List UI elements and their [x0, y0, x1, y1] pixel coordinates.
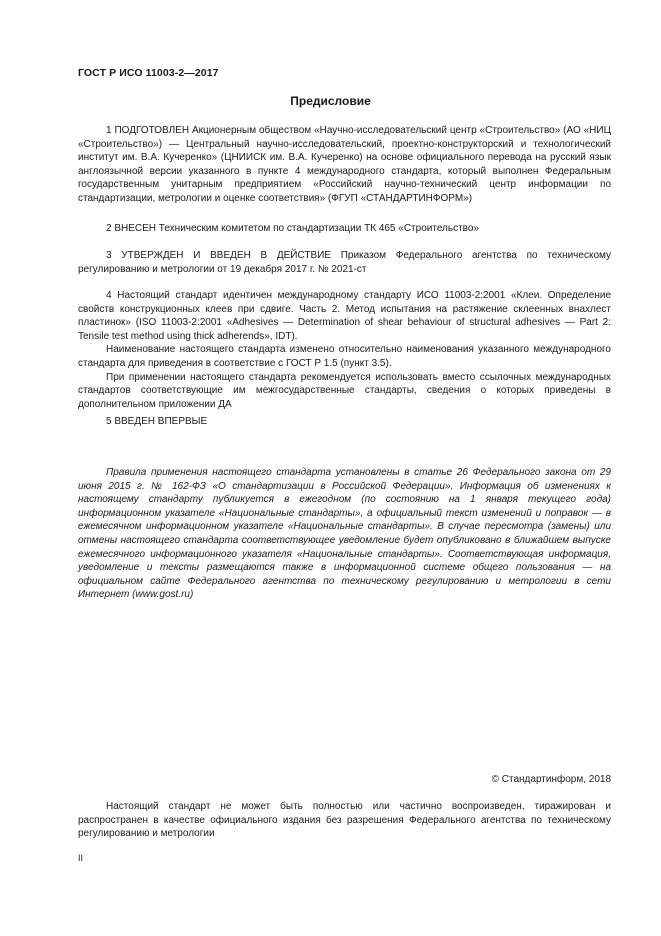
section-5-text: 5 ВВЕДЕН ВПЕРВЫЕ — [106, 416, 208, 427]
section-4-rename-text: Наименование настоящего стандарта изменено относительно наименования указанного международного стандарта для приведения в соответствие с ГОСТ Р 1.5 (пункт 3.5). — [78, 344, 611, 369]
section-2-text: 2 ВНЕСЕН Техническим комитетом по стандартизации ТК 465 «Строительство» — [106, 223, 479, 234]
standard-header: ГОСТ Р ИСО 11003-2—2017 — [78, 67, 219, 79]
copyright: © Стандартинформ, 2018 — [491, 774, 611, 785]
section-1 — [78, 124, 611, 206]
section-2 — [78, 222, 611, 236]
application-rules-notice: Правила применения настоящего стандарта установлены в статье 26 Федерального закона от 29 июня 2015 г. № 162-ФЗ «О стандартизации в Российской Федерации». Информация об изменениях к настоящему стандарту публикуется в ежегодном (по состоянию на 1 января текущего года) информационном указателе «Национальные стандарты», а официальный текст изменений и поправок — в ежемесячном информационном указателе «Национальные стандарты». В случае пересмотра (замены) или отмены настоящего стандарта соответствующее уведомление будет опубликовано в ближайшем выпуске ежемесячного информационного указателя «Национальные стандарты». Соответствующая информация, уведомление и тексты размещаются также в информационной системе общего пользования — на официальном сайте Федерального агентства по техническому регулированию и метрологии в сети Интернет (www.gost.ru) — [78, 467, 611, 601]
section-3-text: 3 УТВЕРЖДЕН И ВВЕДЕН В ДЕЙСТВИЕ Приказом Федерального агентства по техническому регулированию и метрологии от 19 декабря 2017 г. № 2021-ст — [78, 250, 611, 275]
section-4-references-text: При применении настоящего стандарта рекомендуется использовать вместо ссылочных международных стандартов соответствующие им межгосударственные стандарты, сведения о которых приведены в дополнительном приложении ДА — [78, 371, 611, 410]
reproduction-notice: Настоящий стандарт не может быть полностью или частично воспроизведен, тиражирован и распространен в качестве официального издания без разрешения Федерального агентства по техническому регулированию и метрологии — [78, 801, 611, 840]
section-4-text: 4 Настоящий стандарт идентичен международному стандарту ИСО 11003-2:2001 «Клеи. Определение свойств конструкционных клеев при сдвиге. Часть 2. Метод испытания на растяжение склеенных внахлест пластинок» (ISO 11003-2:2001 «Adhesives — Determination of shear behaviour of structural adhesives — Part 2: Tensile test method using thick adherends», IDT). — [78, 290, 611, 342]
section-5 — [78, 415, 611, 429]
section-1-text: 1 ПОДГОТОВЛЕН Акционерным обществом «Научно-исследовательский центр «Строительство» (АО «НИЦ «Строительство») — Центральный научно-исследовательский, проектно-конструкторский и технологический институт им. В.А. Кучеренко» (ЦНИИСК им. В.А. Кучеренко) на основе официального перевода на русский язык англоязычной версии указанного в пункте 4 международного стандарта, который выполнен Федеральным государственным унитарным предприятием «Российский научно-технический центр информации по стандартизации, метрологии и оценке соответствия» (ФГУП «СТАНДАРТИНФОРМ») — [78, 125, 611, 204]
section-4 — [78, 289, 611, 411]
section-3 — [78, 249, 611, 276]
page-number: II — [78, 853, 84, 863]
page-title: Предисловие — [290, 94, 371, 108]
